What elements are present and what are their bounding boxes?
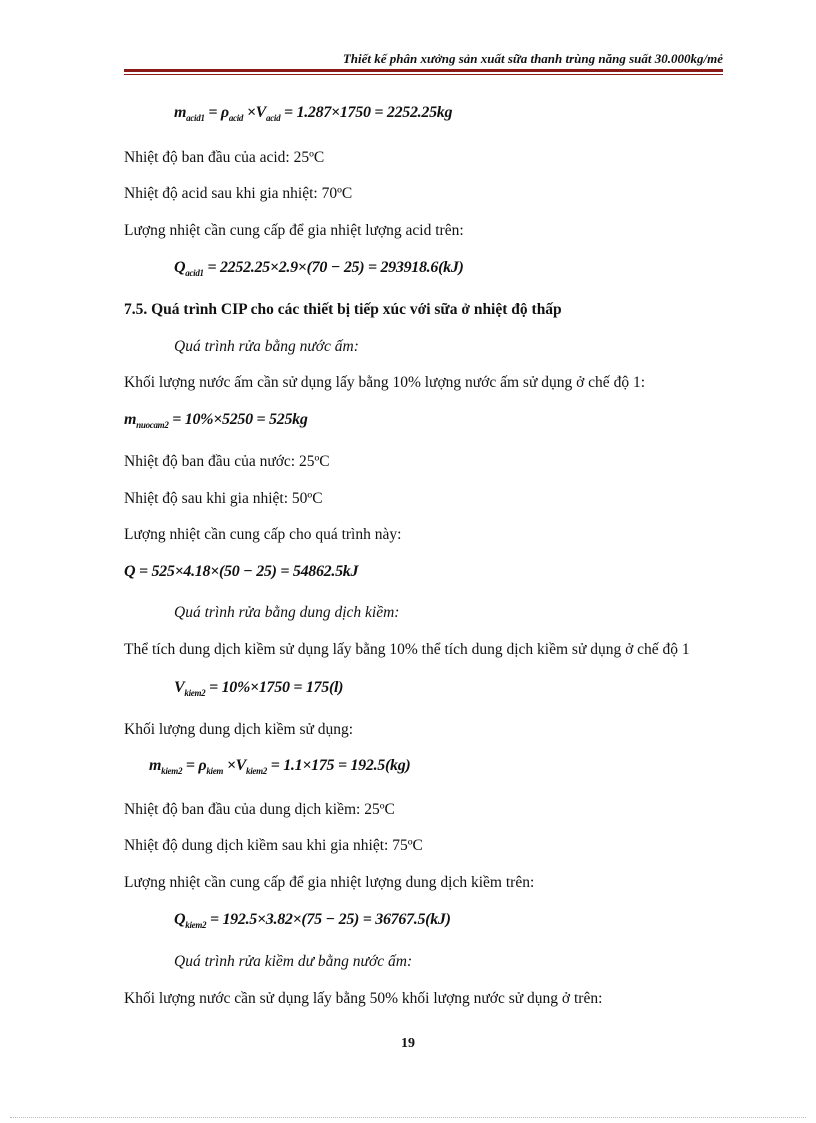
text-water-heated-temp: Nhiệt độ sau khi gia nhiệt: 50ºC (124, 490, 323, 507)
text-water-heat-required: Lượng nhiệt cần cung cấp cho quá trình này: (124, 526, 402, 543)
text-warm-water-mass: Khối lượng nước ấm cần sử dụng lấy bằng 10% lượng nước ấm sử dụng ở chế độ 1: (124, 374, 645, 391)
equation-mass-warm-water: $m_{nuocam2} = 10\%\times 5250 = 525kg$ (124, 411, 308, 431)
text-acid-initial-temp: Nhiệt độ ban đầu của acid: 25ºC (124, 149, 325, 166)
text-acid-heated-temp: Nhiệt độ acid sau khi gia nhiệt: 70ºC (124, 185, 353, 202)
text-water-initial-temp: Nhiệt độ ban đầu của nước: 25ºC (124, 453, 330, 470)
page-header-title: Thiết kế phân xưởng sản xuất sữa thanh trùng năng suất 30.000kg/mẻ (342, 51, 723, 66)
text-rinse-water-mass: Khối lượng nước cần sử dụng lấy bằng 50% khối lượng nước sử dụng ở trên: (124, 990, 603, 1007)
equation-mass-alkali: $m_{kiem2} = \rho_{kiem} \times V_{kiem2} = 1.1\times 175 = 192.5(kg)$ (149, 757, 411, 777)
header-rule-thick (124, 69, 723, 72)
equation-volume-alkali: $V_{kiem2} = 10\%\times 1750 = 175(l)$ (174, 679, 344, 699)
equation-mass-acid: $m_{acid1} = \rho_{acid} \times V_{acid} = 1.287\times 1750 = 2252.25kg$ (174, 104, 453, 124)
equation-heat-alkali: $Q_{kiem2} = 192.5\times 3.82\times(75 - 25) = 36767.5(kJ)$ (174, 911, 451, 931)
text-alkali-initial-temp: Nhiệt độ ban đầu của dung dịch kiềm: 25ºC (124, 801, 395, 818)
footer-divider (10, 1117, 806, 1118)
equation-heat-water: Q = 525×4.18×(50 − 25) = 54862.5kJ (124, 563, 359, 580)
text-acid-heat-required: Lượng nhiệt cần cung cấp để gia nhiệt lượng acid trên: (124, 222, 464, 239)
equation-heat-acid: $Q_{acid1} = 2252.25\times 2.9\times(70 - 25) = 293918.6(kJ)$ (174, 259, 464, 279)
subsection-rinse-alkali: Quá trình rửa kiềm dư bằng nước ấm: (174, 953, 413, 970)
text-alkali-volume: Thể tích dung dịch kiềm sử dụng lấy bằng 10% thể tích dung dịch kiềm sử dụng ở chế độ 1 (124, 641, 690, 658)
subsection-alkali: Quá trình rửa bằng dung dịch kiềm: (174, 604, 400, 621)
section-heading: 7.5. Quá trình CIP cho các thiết bị tiếp xúc với sữa ở nhiệt độ thấp (124, 301, 562, 318)
page-number: 19 (401, 1036, 415, 1051)
header-rule-thin (124, 74, 723, 75)
text-alkali-heated-temp: Nhiệt độ dung dịch kiềm sau khi gia nhiệt: 75ºC (124, 837, 423, 854)
text-alkali-heat-required: Lượng nhiệt cần cung cấp để gia nhiệt lượng dung dịch kiềm trên: (124, 874, 535, 891)
text-alkali-mass: Khối lượng dung dịch kiềm sử dụng: (124, 721, 354, 738)
subsection-warm-water: Quá trình rửa bằng nước ấm: (174, 338, 359, 355)
